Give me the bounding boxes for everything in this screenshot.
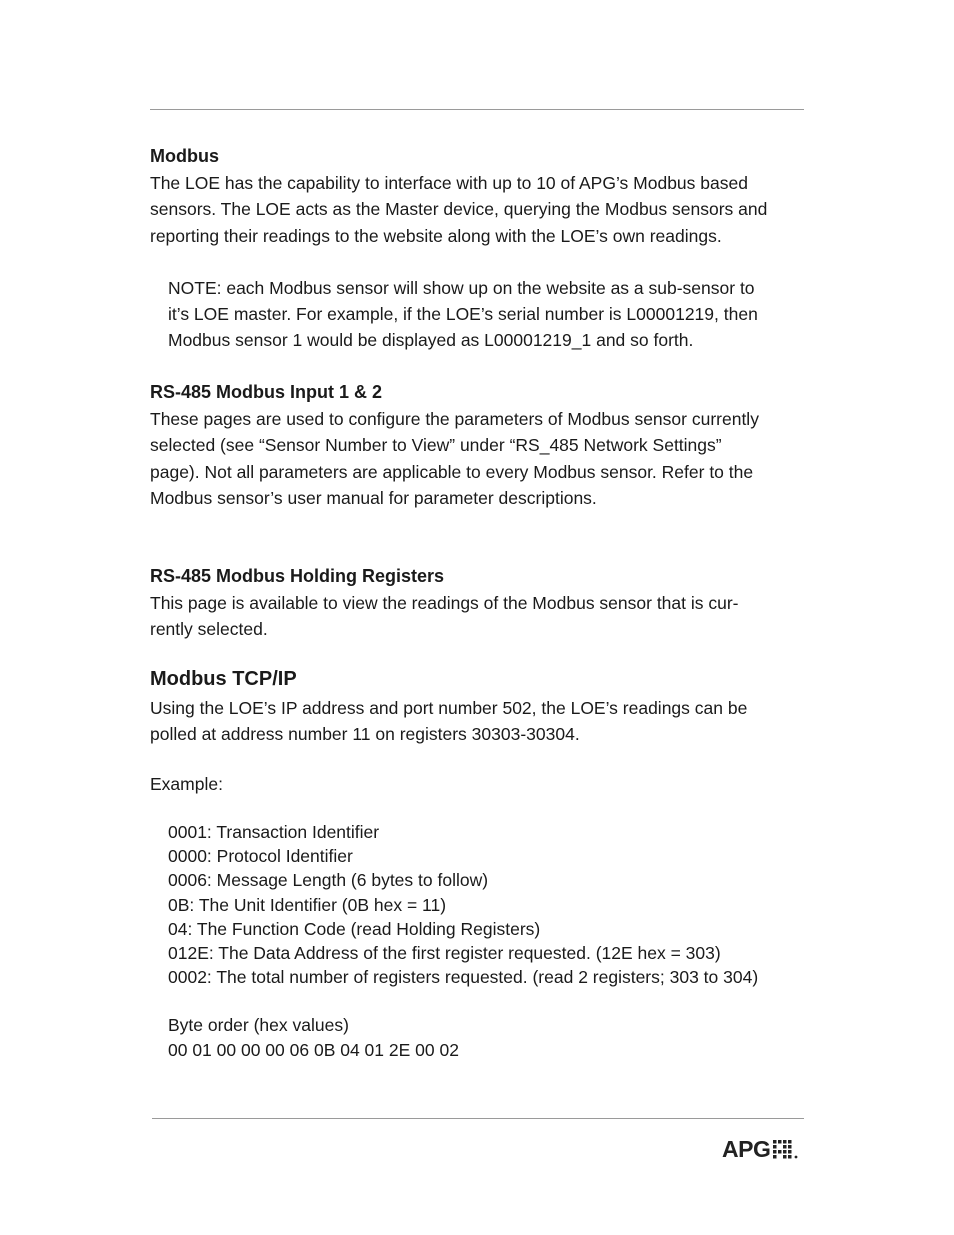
list-item: 04: The Function Code (read Holding Registers): [168, 918, 541, 939]
list-item: 0001: Transaction Identifier: [168, 822, 380, 842]
header-divider: [150, 109, 804, 110]
section-title-rs485-input: RS-485 Modbus Input 1 & 2: [150, 382, 383, 402]
list-item: 0002: The total number of registers requested. (read 2 registers; 303 to 304): [168, 967, 759, 988]
byte-order-label: Byte order (hex values): [168, 1015, 349, 1035]
example-label: Example:: [150, 774, 223, 794]
apg-logo: [722, 1136, 799, 1162]
footer-divider: [152, 1118, 804, 1119]
section-body-modbus: The LOE has the capability to interface with up to 10 of APG’s Modbus based sensors. The LOE acts as the Master device, querying the Modbus sensors and reporting their readings to the website along with the LOE’s own readings.: [150, 173, 768, 246]
logo-grid-icon: [771, 1138, 799, 1160]
list-item: 0B: The Unit Identifier (0B hex = 11): [168, 894, 447, 915]
section-body-modbus-tcp: Using the LOE’s IP address and port number 502, the LOE’s readings can be polled at address number 11 on registers 30303-30304.: [150, 698, 748, 745]
list-item: 012E: The Data Address of the first register requested. (12E hex = 303): [168, 943, 721, 964]
list-item: 0000: Protocol Identifier: [168, 846, 353, 867]
section-title-rs485-holding: RS-485 Modbus Holding Registers: [150, 566, 445, 586]
section-body-rs485-holding: This page is available to view the readings of the Modbus sensor that is cur- rently selected.: [150, 593, 739, 640]
note-modbus-subsensor: NOTE: each Modbus sensor will show up on the website as a sub-sensor to it’s LOE master. For example, if the LOE’s serial number is L00001219, then Modbus sensor 1 would be displayed as L00001219_1 and so forth.: [168, 278, 758, 350]
byte-order-values: 00 01 00 00 00 06 0B 04 01 2E 00 02: [168, 1040, 459, 1060]
list-item: 0006: Message Length (6 bytes to follow): [168, 870, 489, 891]
example-frame-list: [168, 820, 758, 989]
section-title-modbus-tcp: Modbus TCP/IP: [150, 668, 297, 690]
section-title-modbus: Modbus: [150, 146, 219, 166]
section-body-rs485-input: These pages are used to configure the parameters of Modbus sensor currently selected (see “Sensor Number to View” under “RS_485 Network Settings” page). Not all parameters are applicable to every Modbus sensor. Refer to the Modbus sensor’s user manual for parameter descriptions.: [150, 409, 759, 509]
logo-wordmark: APG: [722, 1136, 771, 1162]
